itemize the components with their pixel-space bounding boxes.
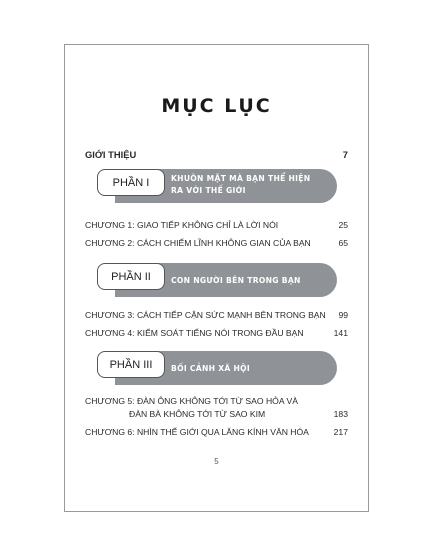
toc-entry-title: ĐÀN BÀ KHÔNG TỚI TỪ SAO KIM: [129, 409, 266, 419]
part-subtitle: [171, 363, 323, 375]
toc-entry-page: [328, 396, 348, 406]
part-label: PHẦN II: [97, 263, 165, 290]
page-title: MỤC LỤC: [161, 95, 272, 117]
part-subtitle-line: BỐI CẢNH XÃ HỘI: [171, 364, 251, 373]
part-header-2[interactable]: [97, 263, 337, 297]
toc-entry-page: 25: [338, 220, 348, 230]
part-subtitle-line: CON NGƯỜI BÊN TRONG BẠN: [171, 276, 301, 285]
toc-entry-title: CHƯƠNG 3: CÁCH TIẾP CẬN SỨC MẠNH BÊN TRONG BẠN: [85, 310, 326, 320]
part-header-1[interactable]: [97, 169, 337, 203]
toc-chapter-row-continued[interactable]: [129, 409, 348, 419]
toc-entry-page: 141: [333, 328, 348, 338]
page-number: 5: [214, 457, 219, 466]
toc-chapter-row[interactable]: [85, 396, 348, 406]
part-header-3[interactable]: [97, 351, 337, 385]
toc-entry-page: 65: [338, 238, 348, 248]
part-label: PHẦN I: [97, 169, 165, 196]
toc-chapter-row[interactable]: [85, 328, 348, 338]
part-label: PHẦN III: [97, 351, 165, 378]
toc-entry-title: CHƯƠNG 6: NHÌN THẾ GIỚI QUA LĂNG KÍNH VĂN HÓA: [85, 427, 309, 437]
toc-entry-title: CHƯƠNG 1: GIAO TIẾP KHÔNG CHỈ LÀ LỜI NÓI: [85, 220, 279, 230]
toc-entry-page: 7: [342, 149, 348, 160]
toc-entry-title: CHƯƠNG 4: KIỂM SOÁT TIẾNG NÓI TRONG ĐẦU BẠN: [85, 328, 304, 338]
toc-chapter-row[interactable]: [85, 220, 348, 230]
toc-chapter-row[interactable]: [85, 238, 348, 248]
toc-entry-page: 217: [333, 427, 348, 437]
toc-chapter-row[interactable]: [85, 310, 348, 320]
toc-entry-title: CHƯƠNG 5: ĐÀN ÔNG KHÔNG TỚI TỪ SAO HỎA VÀ: [85, 396, 298, 406]
part-subtitle: [171, 275, 323, 287]
toc-intro-row[interactable]: [85, 149, 348, 160]
part-subtitle-line: RA VỚI THẾ GIỚI: [171, 186, 246, 195]
book-page: [64, 44, 369, 512]
toc-entry-page: 183: [333, 409, 348, 419]
part-subtitle: [171, 173, 323, 197]
part-subtitle-line: KHUÔN MẶT MÀ BẠN THỂ HIỆN: [171, 174, 311, 183]
toc-chapter-row[interactable]: [85, 427, 348, 437]
toc-entry-title: GIỚI THIỆU: [85, 149, 137, 160]
toc-entry-title: CHƯƠNG 2: CÁCH CHIẾM LĨNH KHÔNG GIAN CỦA BẠN: [85, 238, 311, 248]
toc-entry-page: 99: [338, 310, 348, 320]
